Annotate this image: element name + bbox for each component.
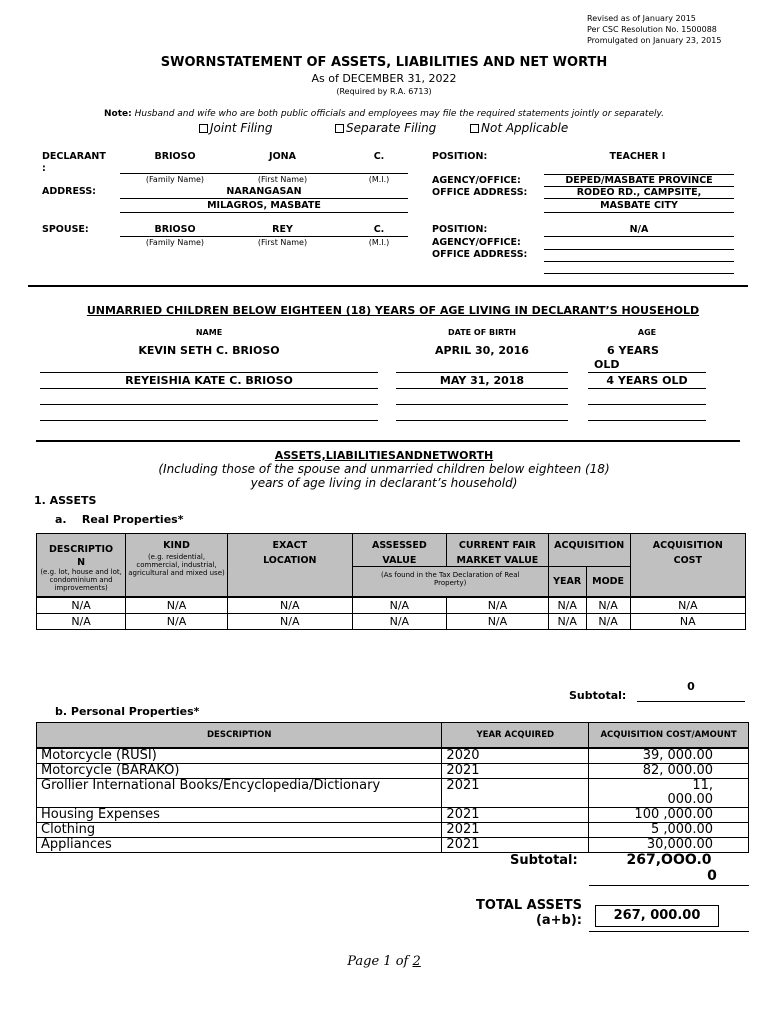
child-1-name-rule (40, 372, 378, 373)
pp-year: 2021 (442, 838, 589, 853)
not-applicable-label: Not Applicable (481, 121, 569, 135)
spouse-position-rule (544, 236, 734, 237)
real-subtotal-label: Subtotal: (569, 689, 627, 702)
cell: N/A (548, 613, 586, 629)
not-applicable-option[interactable] (470, 121, 568, 135)
cell: N/A (227, 613, 352, 629)
total-assets-label2: (a+b): (535, 913, 582, 928)
spouse-family-caption: (Family Name) (145, 238, 205, 247)
cell: N/A (447, 613, 549, 629)
joint-filing-label: Joint Filing (210, 121, 273, 135)
col-market-label1: CURRENT FAIR (458, 540, 536, 551)
mi-caption: (M.I.) (368, 175, 390, 184)
pp-year: 2020 (442, 748, 589, 764)
children-col-age: AGE (637, 328, 657, 337)
address-line1-rule (120, 198, 408, 199)
col-assessed-value (352, 534, 446, 567)
col-pp-description: DESCRIPTION (37, 723, 442, 749)
pp-description: Appliances (37, 838, 442, 853)
pp-description: Motorcycle (RUSI) (37, 748, 442, 764)
office-address-line2: MASBATE CITY (600, 200, 678, 211)
child-blank-rule (588, 404, 706, 405)
pp-description: Clothing (37, 823, 442, 838)
declarant-first-name: JONA (269, 151, 296, 162)
cell: N/A (352, 613, 446, 629)
child-blank-rule (588, 420, 706, 421)
pp-description: Grollier International Books/Encyclopedia/Dictionary (37, 779, 442, 808)
spouse-family-name: BRIOSO (154, 224, 196, 235)
col-mode: MODE (586, 567, 630, 597)
personal-properties-table (36, 722, 749, 853)
revised-date: Revised as of January 2015 (587, 14, 696, 23)
col-description-label1: DESCRIPTIO (49, 544, 114, 555)
child-1-dob: APRIL 30, 2016 (435, 344, 529, 357)
cell: N/A (126, 613, 228, 629)
real-properties-heading: a. Real Properties* (55, 513, 184, 526)
declarant-name-line (120, 173, 408, 174)
col-assessed-label2: VALUE (382, 555, 417, 566)
pp-description: Motorcycle (BARAKO) (37, 764, 442, 779)
pp-description: Housing Expenses (37, 808, 442, 823)
col-pp-cost: ACQUISITION COST/AMOUNT (589, 723, 749, 749)
spouse-position-value: N/A (629, 224, 649, 235)
child-2-age: 4 YEARS OLD (606, 374, 688, 387)
family-name-caption: (Family Name) (145, 175, 205, 184)
col-description-note: (e.g. lot, house and lot, condominium and improvements) (40, 568, 122, 592)
cell: N/A (227, 597, 352, 614)
personal-subtotal-line1: 267,OOO.0 (626, 852, 712, 868)
col-kind-label: KIND (163, 540, 190, 551)
cell: N/A (586, 613, 630, 629)
required-by: (Required by R.A. 6713) (336, 87, 432, 96)
spouse-office-label: OFFICE ADDRESS: (432, 249, 528, 260)
child-2-name-rule (40, 388, 378, 389)
col-description-label2: N (77, 557, 86, 568)
child-blank-rule (40, 420, 378, 421)
pp-cost-line2: 000.00 (667, 792, 713, 807)
pp-cost: 30,000.00 (589, 838, 749, 853)
personal-subtotal-line2: 0 (707, 868, 717, 884)
col-cost-label1: ACQUISITION (652, 540, 723, 551)
value-note-text: (As found in the Tax Declaration of Real Property) (381, 571, 520, 587)
assets-heading: 1. ASSETS (34, 494, 97, 507)
cell: N/A (447, 597, 549, 614)
pp-year: 2021 (442, 779, 589, 808)
spouse-mi-caption: (M.I.) (368, 238, 390, 247)
col-market-label2: MARKET VALUE (456, 555, 539, 566)
col-pp-year: YEAR ACQUIRED (442, 723, 589, 749)
real-subtotal-value: 0 (687, 680, 695, 693)
child-blank-rule (40, 404, 378, 405)
cell: N/A (630, 597, 745, 614)
section-divider (36, 440, 740, 442)
real-subtotal-rule (637, 701, 745, 702)
col-description (37, 534, 126, 597)
personal-properties-heading: b. Personal Properties* (55, 705, 200, 718)
separate-filing-label: Separate Filing (346, 121, 437, 135)
csc-resolution: Per CSC Resolution No. 1500088 (587, 25, 717, 34)
total-assets-rule (589, 931, 749, 932)
col-location-label2: LOCATION (263, 555, 317, 566)
pp-cost: 5 ,000.00 (589, 823, 749, 838)
cell: N/A (548, 597, 586, 614)
total-assets-label1: TOTAL ASSETS (476, 898, 582, 913)
child-1-dob-rule (396, 372, 568, 373)
pp-cost: 39, 000.00 (589, 748, 749, 764)
cell: N/A (37, 597, 126, 614)
col-kind (126, 534, 228, 597)
cell: N/A (586, 597, 630, 614)
child-1-age: 6 YEARS (607, 344, 659, 357)
joint-filing-checkbox[interactable] (199, 124, 208, 133)
page-number (0, 954, 768, 969)
table-row (37, 764, 749, 779)
col-year: YEAR (548, 567, 586, 597)
child-2-dob-rule (396, 388, 568, 389)
table-row (37, 597, 746, 614)
note-label: Note: (104, 109, 132, 119)
children-col-name: NAME (195, 328, 223, 337)
agency-label: AGENCY/OFFICE: (432, 175, 521, 186)
note-text: Husband and wife who are both public officials and employees may file the required statements jointly or separately. (134, 109, 664, 119)
real-properties-table (36, 533, 746, 630)
spouse-position-label: POSITION: (432, 224, 488, 235)
child-1-age-rule (588, 372, 706, 373)
spouse-office-rule2 (544, 273, 734, 274)
position-value: TEACHER I (609, 151, 666, 162)
position-label: POSITION: (432, 151, 488, 162)
personal-subtotal-label: Subtotal: (510, 853, 578, 868)
address-line2-rule (120, 212, 408, 213)
not-applicable-checkbox[interactable] (470, 124, 479, 133)
col-kind-note: (e.g. residential, commercial, industrial, agricultural and mixed use) (128, 553, 225, 577)
children-col-dob: DATE OF BIRTH (448, 328, 516, 337)
pp-cost (589, 779, 749, 808)
declarant-family-name: BRIOSO (154, 151, 196, 162)
separate-filing-option[interactable] (335, 121, 436, 135)
first-name-caption: (First Name) (257, 175, 308, 184)
table-row (37, 808, 749, 823)
col-value-note (352, 567, 548, 597)
child-1-name: KEVIN SETH C. BRIOSO (138, 344, 280, 357)
address-label: ADDRESS: (42, 186, 96, 197)
pp-year: 2021 (442, 823, 589, 838)
declarant-mi: C. (373, 151, 385, 162)
child-blank-rule (396, 420, 568, 421)
col-cost-label2: COST (673, 555, 702, 566)
agency-value: DEPED/MASBATE PROVINCE (565, 175, 713, 186)
total-assets-value: 267, 000.00 (595, 905, 719, 927)
office-address-line1: RODEO RD., CAMPSITE, (576, 187, 702, 198)
personal-subtotal-rule (589, 885, 749, 886)
cell: N/A (37, 613, 126, 629)
spouse-office-rule1 (544, 261, 734, 262)
assets-subtitle (0, 462, 768, 490)
declarant-label: DECLARANT (42, 151, 106, 162)
office-line1-rule (544, 198, 734, 199)
spouse-mi: C. (373, 224, 385, 235)
revision-info (587, 13, 721, 46)
child-2-name: REYEISHIA KATE C. BRIOSO (125, 374, 293, 387)
pp-year: 2021 (442, 808, 589, 823)
table-row (37, 613, 746, 629)
spouse-agency-rule (544, 249, 734, 250)
col-location-label1: EXACT (272, 540, 308, 551)
document-title: SWORNSTATEMENT OF ASSETS, LIABILITIES AND NET WORTH (160, 55, 608, 70)
spouse-agency-label: AGENCY/OFFICE: (432, 237, 521, 248)
spouse-first-caption: (First Name) (257, 238, 308, 247)
personal-subtotal-value (589, 852, 749, 884)
col-acquisition (548, 534, 630, 567)
section-divider (28, 285, 748, 287)
col-assessed-label1: ASSESSED (372, 540, 427, 551)
child-1-age-cont: OLD (594, 358, 620, 371)
pp-cost-line1: 11, (692, 778, 713, 793)
col-location (227, 534, 352, 597)
office-line2-rule (544, 212, 734, 213)
spouse-first-name: REY (272, 224, 293, 235)
table-row (37, 748, 749, 764)
address-line1: NARANGASAN (226, 186, 302, 197)
table-row (37, 823, 749, 838)
table-row (37, 838, 749, 853)
child-2-dob: MAY 31, 2018 (439, 374, 525, 387)
col-acquisition-cost (630, 534, 745, 597)
pp-cost: 82, 000.00 (589, 764, 749, 779)
address-line2: MILAGROS, MASBATE (207, 200, 321, 211)
children-title: UNMARRIED CHILDREN BELOW EIGHTEEN (18) YEARS OF AGE LIVING IN DECLARANT’S HOUSEHOLD (86, 304, 700, 317)
total-assets-label (440, 898, 582, 928)
child-2-age-rule (588, 388, 706, 389)
spouse-label: SPOUSE: (42, 224, 89, 235)
table-row (37, 779, 749, 808)
assets-title: ASSETS,LIABILITIESANDNETWORTH (274, 449, 494, 462)
separate-filing-checkbox[interactable] (335, 124, 344, 133)
assets-subtitle-line1: (Including those of the spouse and unmarried children below eighteen (18) (158, 462, 610, 476)
col-market-value (447, 534, 549, 567)
pp-year: 2021 (442, 764, 589, 779)
pp-cost: 100 ,000.00 (589, 808, 749, 823)
col-acquisition-label: ACQUISITION (554, 540, 625, 551)
office-address-label: OFFICE ADDRESS: (432, 187, 528, 198)
assets-subtitle-line2: years of age living in declarant’s household) (250, 476, 518, 490)
joint-filing-option[interactable] (199, 121, 272, 135)
promulgated-date: Promulgated on January 23, 2015 (587, 36, 722, 45)
page-total-link[interactable]: 2 (412, 954, 421, 969)
declarant-colon: : (42, 163, 46, 174)
as-of-date: As of DECEMBER 31, 2022 (311, 72, 457, 85)
cell: NA (630, 613, 745, 629)
cell: N/A (126, 597, 228, 614)
child-blank-rule (396, 404, 568, 405)
note (0, 109, 768, 119)
spouse-name-line (120, 236, 408, 237)
page-number-prefix: Page 1 of (347, 954, 413, 969)
cell: N/A (352, 597, 446, 614)
